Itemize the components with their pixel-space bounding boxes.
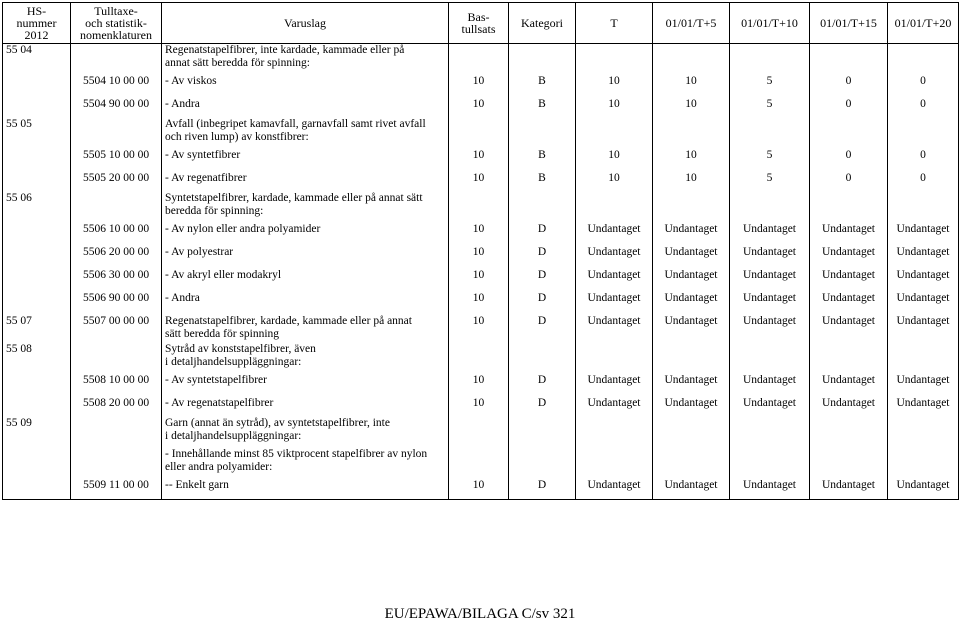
category-cell <box>509 445 576 476</box>
rate-t15-cell: Undantaget <box>810 371 888 394</box>
description-cell: - Av akryl eller modakryl <box>162 266 449 289</box>
rate-t10-cell: Undantaget <box>730 394 810 417</box>
rate-t5-cell: 10 <box>653 169 730 192</box>
rate-t20-cell: Undantaget <box>888 394 959 417</box>
category-cell: D <box>509 266 576 289</box>
rate-t-cell: Undantaget <box>576 476 653 500</box>
rate-t10-cell: Undantaget <box>730 371 810 394</box>
tariff-code-cell: 5506 10 00 00 <box>71 220 162 243</box>
description-cell: Syntetstapelfibrer, kardade, kammade eller på annat sätt beredda för spinning: <box>162 192 449 220</box>
rate-t-cell: Undantaget <box>576 220 653 243</box>
hs-cell <box>3 289 71 312</box>
category-cell: B <box>509 95 576 118</box>
rate-t-cell: 10 <box>576 146 653 169</box>
hs-cell: 55 05 <box>3 118 71 146</box>
table-row <box>3 289 959 312</box>
description-cell: - Av syntetstapelfibrer <box>162 371 449 394</box>
hs-cell: 55 09 <box>3 417 71 445</box>
tariff-code-cell <box>71 417 162 445</box>
rate-t10-cell <box>730 44 810 73</box>
table-row <box>3 445 959 476</box>
rate-t5-cell: Undantaget <box>653 220 730 243</box>
rate-t15-cell: Undantaget <box>810 312 888 343</box>
rate-t20-cell: 0 <box>888 95 959 118</box>
rate-t5-cell <box>653 445 730 476</box>
rate-t10-cell: 5 <box>730 72 810 95</box>
rate-t10-cell <box>730 192 810 220</box>
description-cell: Regenatstapelfibrer, inte kardade, kammade eller på annat sätt beredda för spinning: <box>162 44 449 73</box>
base-rate-cell: 10 <box>449 371 509 394</box>
table-row <box>3 266 959 289</box>
category-cell <box>509 343 576 371</box>
tariff-code-cell: 5506 30 00 00 <box>71 266 162 289</box>
hs-cell: 55 06 <box>3 192 71 220</box>
rate-t5-cell: Undantaget <box>653 312 730 343</box>
rate-t5-cell <box>653 118 730 146</box>
table-row <box>3 417 959 445</box>
base-rate-cell: 10 <box>449 95 509 118</box>
header-row <box>3 3 959 44</box>
table-row <box>3 312 959 343</box>
rate-t-cell: Undantaget <box>576 266 653 289</box>
rate-t10-cell <box>730 417 810 445</box>
col-header-t15: 01/01/T+15 <box>810 3 888 44</box>
hs-cell <box>3 266 71 289</box>
rate-t15-cell: Undantaget <box>810 394 888 417</box>
rate-t15-cell: Undantaget <box>810 243 888 266</box>
description-cell: Sytråd av konststapelfibrer, även i detaljhandelsuppläggningar: <box>162 343 449 371</box>
description-cell: - Av viskos <box>162 72 449 95</box>
hs-cell: 55 08 <box>3 343 71 371</box>
tariff-code-cell: 5505 20 00 00 <box>71 169 162 192</box>
rate-t10-cell: Undantaget <box>730 289 810 312</box>
rate-t20-cell: Undantaget <box>888 371 959 394</box>
hs-cell <box>3 371 71 394</box>
hs-cell <box>3 220 71 243</box>
rate-t20-cell: Undantaget <box>888 266 959 289</box>
rate-t20-cell: Undantaget <box>888 476 959 500</box>
base-rate-cell: 10 <box>449 72 509 95</box>
rate-t-cell <box>576 44 653 73</box>
table-row <box>3 220 959 243</box>
tariff-code-cell: 5508 10 00 00 <box>71 371 162 394</box>
base-rate-cell <box>449 417 509 445</box>
description-cell: - Av regenatstapelfibrer <box>162 394 449 417</box>
tariff-code-cell <box>71 118 162 146</box>
col-header-hs-number: HS- nummer 2012 <box>3 3 71 44</box>
rate-t10-cell <box>730 445 810 476</box>
hs-cell: 55 07 <box>3 312 71 343</box>
table-row <box>3 95 959 118</box>
rate-t-cell: Undantaget <box>576 371 653 394</box>
rate-t5-cell: 10 <box>653 95 730 118</box>
base-rate-cell: 10 <box>449 243 509 266</box>
rate-t15-cell: Undantaget <box>810 476 888 500</box>
category-cell: B <box>509 72 576 95</box>
rate-t20-cell: Undantaget <box>888 220 959 243</box>
tariff-code-cell: 5505 10 00 00 <box>71 146 162 169</box>
col-header-t: T <box>576 3 653 44</box>
description-cell: -- Enkelt garn <box>162 476 449 500</box>
tariff-rows <box>3 44 959 500</box>
col-header-description: Varuslag <box>162 3 449 44</box>
table-row <box>3 146 959 169</box>
col-header-base-rate: Bas- tullsats <box>449 3 509 44</box>
hs-cell <box>3 243 71 266</box>
col-header-tariff-nomenclature: Tulltaxe- och statistik- nomenklaturen <box>71 3 162 44</box>
rate-t20-cell: Undantaget <box>888 312 959 343</box>
rate-t5-cell: Undantaget <box>653 476 730 500</box>
rate-t10-cell <box>730 343 810 371</box>
rate-t20-cell: 0 <box>888 146 959 169</box>
base-rate-cell: 10 <box>449 169 509 192</box>
rate-t5-cell: 10 <box>653 146 730 169</box>
category-cell: B <box>509 146 576 169</box>
rate-t5-cell: Undantaget <box>653 289 730 312</box>
tariff-code-cell <box>71 343 162 371</box>
rate-t10-cell: 5 <box>730 169 810 192</box>
rate-t-cell <box>576 445 653 476</box>
rate-t15-cell: 0 <box>810 169 888 192</box>
rate-t20-cell <box>888 118 959 146</box>
description-cell: - Innehållande minst 85 viktprocent stapelfibrer av nylon eller andra polyamider: <box>162 445 449 476</box>
hs-cell: 55 04 <box>3 44 71 73</box>
table-row <box>3 44 959 73</box>
rate-t20-cell: Undantaget <box>888 289 959 312</box>
base-rate-cell: 10 <box>449 476 509 500</box>
page-footer: EU/EPAWA/BILAGA C/sv 321 <box>384 606 576 622</box>
table-row <box>3 476 959 500</box>
rate-t10-cell: 5 <box>730 95 810 118</box>
rate-t-cell: 10 <box>576 95 653 118</box>
hs-cell <box>3 169 71 192</box>
description-cell: Garn (annat än sytråd), av syntetstapelfibrer, inte i detaljhandelsuppläggningar: <box>162 417 449 445</box>
rate-t10-cell: Undantaget <box>730 476 810 500</box>
rate-t5-cell: Undantaget <box>653 243 730 266</box>
rate-t15-cell: 0 <box>810 72 888 95</box>
rate-t-cell <box>576 417 653 445</box>
base-rate-cell: 10 <box>449 146 509 169</box>
rate-t5-cell: Undantaget <box>653 371 730 394</box>
rate-t15-cell <box>810 343 888 371</box>
base-rate-cell: 10 <box>449 220 509 243</box>
rate-t-cell: 10 <box>576 169 653 192</box>
table-row <box>3 371 959 394</box>
rate-t-cell: Undantaget <box>576 289 653 312</box>
category-cell <box>509 118 576 146</box>
description-cell: - Andra <box>162 95 449 118</box>
rate-t5-cell: Undantaget <box>653 266 730 289</box>
rate-t20-cell: 0 <box>888 169 959 192</box>
rate-t-cell <box>576 192 653 220</box>
category-cell <box>509 192 576 220</box>
rate-t15-cell <box>810 192 888 220</box>
category-cell: D <box>509 476 576 500</box>
table-row <box>3 243 959 266</box>
hs-cell <box>3 95 71 118</box>
base-rate-cell <box>449 118 509 146</box>
tariff-code-cell: 5507 00 00 00 <box>71 312 162 343</box>
base-rate-cell: 10 <box>449 266 509 289</box>
rate-t15-cell <box>810 417 888 445</box>
description-cell: - Av regenatfibrer <box>162 169 449 192</box>
rate-t10-cell: Undantaget <box>730 243 810 266</box>
rate-t15-cell <box>810 44 888 73</box>
category-cell: D <box>509 312 576 343</box>
base-rate-cell <box>449 445 509 476</box>
hs-cell <box>3 476 71 500</box>
hs-cell <box>3 146 71 169</box>
rate-t20-cell <box>888 445 959 476</box>
col-header-t10: 01/01/T+10 <box>730 3 810 44</box>
rate-t10-cell: Undantaget <box>730 312 810 343</box>
rate-t5-cell <box>653 192 730 220</box>
category-cell <box>509 44 576 73</box>
rate-t20-cell <box>888 192 959 220</box>
tariff-code-cell <box>71 445 162 476</box>
rate-t-cell: Undantaget <box>576 243 653 266</box>
rate-t20-cell: Undantaget <box>888 243 959 266</box>
tariff-code-cell: 5504 90 00 00 <box>71 95 162 118</box>
rate-t5-cell: 10 <box>653 72 730 95</box>
table-row <box>3 169 959 192</box>
tariff-code-cell: 5509 11 00 00 <box>71 476 162 500</box>
tariff-code-cell <box>71 192 162 220</box>
description-cell: Regenatstapelfibrer, kardade, kammade eller på annat sätt beredda för spinning <box>162 312 449 343</box>
category-cell: B <box>509 169 576 192</box>
rate-t5-cell <box>653 343 730 371</box>
tariff-code-cell: 5506 90 00 00 <box>71 289 162 312</box>
table-row <box>3 118 959 146</box>
col-header-category: Kategori <box>509 3 576 44</box>
base-rate-cell: 10 <box>449 289 509 312</box>
rate-t-cell: 10 <box>576 72 653 95</box>
hs-cell <box>3 445 71 476</box>
base-rate-cell: 10 <box>449 312 509 343</box>
rate-t10-cell: 5 <box>730 146 810 169</box>
base-rate-cell <box>449 343 509 371</box>
base-rate-cell <box>449 192 509 220</box>
rate-t15-cell <box>810 445 888 476</box>
description-cell: - Av polyestrar <box>162 243 449 266</box>
rate-t20-cell: 0 <box>888 72 959 95</box>
table-row <box>3 343 959 371</box>
rate-t15-cell: Undantaget <box>810 289 888 312</box>
rate-t15-cell: 0 <box>810 146 888 169</box>
tariff-code-cell <box>71 44 162 73</box>
rate-t5-cell: Undantaget <box>653 394 730 417</box>
rate-t10-cell <box>730 118 810 146</box>
rate-t-cell <box>576 118 653 146</box>
rate-t5-cell <box>653 417 730 445</box>
rate-t20-cell <box>888 417 959 445</box>
tariff-code-cell: 5506 20 00 00 <box>71 243 162 266</box>
category-cell: D <box>509 289 576 312</box>
description-cell: - Av syntetfibrer <box>162 146 449 169</box>
description-cell: - Av nylon eller andra polyamider <box>162 220 449 243</box>
rate-t-cell: Undantaget <box>576 312 653 343</box>
tariff-code-cell: 5508 20 00 00 <box>71 394 162 417</box>
description-cell: Avfall (inbegripet kamavfall, garnavfall samt rivet avfall och riven lump) av konstfibrer: <box>162 118 449 146</box>
table-row <box>3 394 959 417</box>
tariff-schedule-table <box>2 2 959 500</box>
hs-cell <box>3 394 71 417</box>
rate-t20-cell <box>888 343 959 371</box>
rate-t15-cell: Undantaget <box>810 220 888 243</box>
base-rate-cell <box>449 44 509 73</box>
hs-cell <box>3 72 71 95</box>
rate-t15-cell <box>810 118 888 146</box>
rate-t-cell: Undantaget <box>576 394 653 417</box>
rate-t15-cell: Undantaget <box>810 266 888 289</box>
base-rate-cell: 10 <box>449 394 509 417</box>
col-header-t20: 01/01/T+20 <box>888 3 959 44</box>
category-cell: D <box>509 243 576 266</box>
category-cell: D <box>509 371 576 394</box>
rate-t10-cell: Undantaget <box>730 266 810 289</box>
category-cell: D <box>509 394 576 417</box>
table-row <box>3 72 959 95</box>
rate-t5-cell <box>653 44 730 73</box>
rate-t20-cell <box>888 44 959 73</box>
tariff-code-cell: 5504 10 00 00 <box>71 72 162 95</box>
category-cell <box>509 417 576 445</box>
rate-t10-cell: Undantaget <box>730 220 810 243</box>
rate-t15-cell: 0 <box>810 95 888 118</box>
col-header-t5: 01/01/T+5 <box>653 3 730 44</box>
category-cell: D <box>509 220 576 243</box>
rate-t-cell <box>576 343 653 371</box>
description-cell: - Andra <box>162 289 449 312</box>
table-row <box>3 192 959 220</box>
